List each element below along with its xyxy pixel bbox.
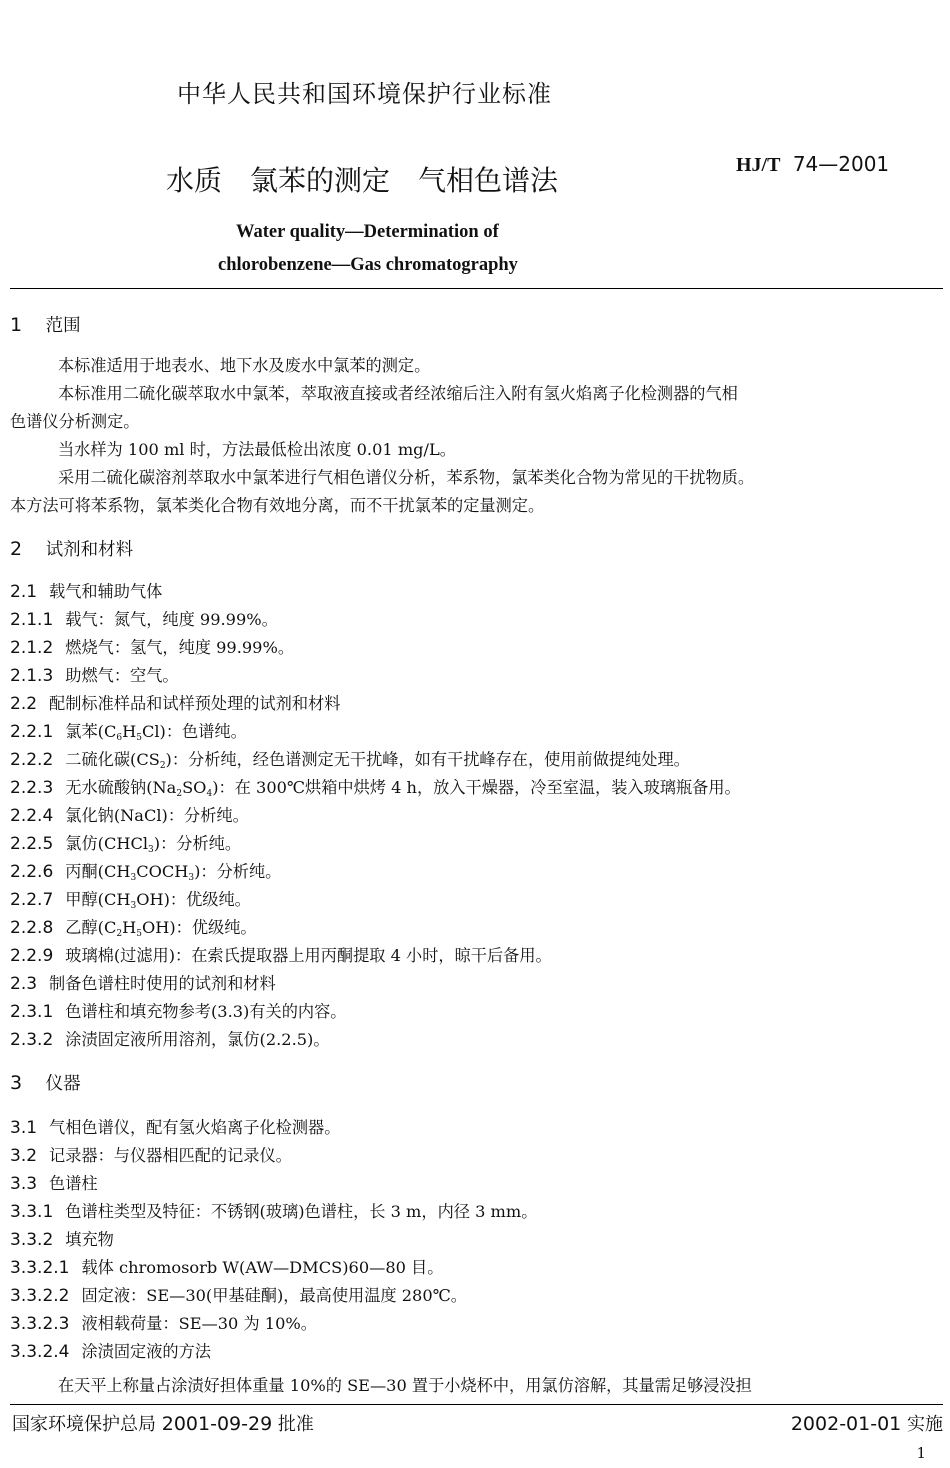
clause-text: Cl)：色谱纯。	[141, 722, 247, 741]
section-number: 1	[10, 314, 23, 336]
approval-date: 2001-09-29	[161, 1413, 273, 1435]
formula-text: 氯仿(CHCl	[65, 834, 149, 853]
clause-number: 2.1.3	[10, 666, 54, 686]
paragraph-scope-4	[10, 464, 754, 520]
clause-3-3-2-2	[10, 1282, 467, 1306]
industry-standard-heading: 中华人民共和国环境保护行业标准	[177, 80, 552, 108]
formula-subscript: 5	[136, 733, 142, 743]
implementation-line	[791, 1410, 943, 1436]
clause-2-3-2	[10, 1026, 330, 1050]
formula-subscript: 3	[148, 845, 154, 855]
english-title-line2: chlorobenzene—Gas chromatography	[218, 255, 518, 275]
clause-number: 2.2.3	[10, 778, 54, 798]
clause-2-2-8	[10, 914, 257, 939]
clause-text: 色谱柱和填充物参考(3.3)有关的内容。	[65, 1002, 347, 1021]
clause-2-2-5	[10, 830, 241, 855]
clause-2-2-1	[10, 718, 247, 743]
formula-subscript: 6	[116, 733, 123, 743]
clause-2-2-2	[10, 746, 690, 771]
approval-word: 批准	[277, 1414, 314, 1435]
clause-text: 载体 chromosorb W(AW—DMCS)60—80 目。	[81, 1258, 444, 1277]
section-3-heading	[10, 1070, 81, 1095]
clause-number: 3.3.2	[10, 1230, 54, 1250]
paragraph-line: 采用二硫化碳溶剂萃取水中氯苯进行气相色谱仪分析，苯系物，氯苯类化合物为常见的干扰物质。	[58, 468, 755, 487]
clause-text: OH)：优级纯。	[136, 890, 251, 909]
clause-3-3-2-3	[10, 1310, 317, 1334]
clause-text: 氯化钠(NaCl)：分析纯。	[65, 806, 249, 825]
standard-code-prefix: HJ/T	[736, 154, 781, 176]
clause-3-2	[10, 1142, 292, 1166]
clause-number: 2.3.1	[10, 1002, 54, 1022]
clause-text: )：在 300℃烘箱中烘烤 4 h，放入干燥器，冷至室温，装入玻璃瓶备用。	[212, 778, 741, 797]
clause-text: 载气：氮气，纯度 99.99%。	[65, 610, 278, 629]
clause-text: )：分析纯。	[194, 862, 282, 881]
implementation-date: 2002-01-01	[790, 1413, 902, 1435]
clause-3-3-2	[10, 1226, 114, 1250]
clause-number: 2.2.4	[10, 806, 54, 826]
header-rule	[10, 288, 943, 289]
clause-2-2	[10, 690, 340, 714]
document-title: 水质 氯苯的测定 气相色谱法	[166, 164, 559, 197]
formula-text: 二硫化碳(CS	[65, 750, 160, 769]
clause-text: 助燃气：空气。	[65, 666, 179, 685]
standard-code-number: 74—2001	[792, 152, 890, 176]
formula-subscript: 3	[130, 873, 137, 883]
section-title: 试剂和材料	[45, 540, 134, 560]
formula-text: COCH	[136, 862, 189, 881]
clause-number: 3.3.2.4	[10, 1342, 70, 1362]
formula-text: H	[122, 918, 137, 937]
clause-number: 3.3.2.2	[10, 1286, 70, 1306]
clause-2-2-4	[10, 802, 249, 826]
clause-3-1	[10, 1114, 340, 1138]
clause-text: )：分析纯。	[153, 834, 242, 853]
clause-number: 3.3	[10, 1174, 38, 1194]
clause-number: 2.3	[10, 974, 38, 994]
formula-subscript: 4	[206, 789, 213, 799]
formula-text: 乙醇(C	[65, 918, 117, 937]
section-number: 3	[10, 1072, 23, 1094]
clause-number: 2.2.8	[10, 918, 54, 938]
paragraph-scope-3: 当水样为 100 ml 时，方法最低检出浓度 0.01 mg/L。	[58, 440, 456, 459]
clause-2-3	[10, 970, 276, 994]
clause-text: 色谱柱	[49, 1174, 98, 1193]
formula-subscript: 3	[130, 901, 137, 911]
formula-text: 无水硫酸钠(Na	[65, 778, 177, 797]
formula-text: 丙酮(CH	[65, 862, 131, 881]
clause-number: 2.1	[10, 582, 38, 602]
clause-text: 填充物	[65, 1230, 114, 1249]
approval-line	[12, 1410, 314, 1436]
clause-text: 色谱柱类型及特征：不锈钢(玻璃)色谱柱，长 3 m，内径 3 mm。	[65, 1202, 538, 1221]
section-1-heading	[10, 312, 81, 337]
clause-3-3-2-1	[10, 1254, 443, 1278]
clause-text: 液相载荷量：SE—30 为 10%。	[81, 1314, 317, 1333]
formula-text: 氯苯(C	[65, 722, 117, 741]
section-number: 2	[10, 538, 23, 560]
clause-3-3	[10, 1170, 98, 1194]
clause-number: 2.3.2	[10, 1030, 54, 1050]
formula-text: 甲醇(CH	[65, 890, 131, 909]
formula-subscript: 3	[188, 873, 195, 883]
clause-3-3-2-4	[10, 1338, 211, 1362]
clause-number: 2.2.6	[10, 862, 54, 882]
clause-number: 2.1.2	[10, 638, 54, 658]
paragraph-scope-1: 本标准适用于地表水、地下水及废水中氯苯的测定。	[58, 356, 431, 375]
clause-2-1-2	[10, 634, 294, 658]
clause-number: 2.2.9	[10, 946, 54, 966]
page-number: 1	[916, 1444, 926, 1462]
formula-text: SO	[182, 778, 207, 797]
clause-2-2-3	[10, 774, 741, 799]
clause-text: 气相色谱仪，配有氢火焰离子化检测器。	[49, 1118, 341, 1137]
footer-rule	[10, 1404, 943, 1405]
clause-text: 玻璃棉(过滤用)：在索氏提取器上用丙酮提取 4 小时，晾干后备用。	[65, 946, 552, 965]
approval-org: 国家环境保护总局	[12, 1414, 156, 1435]
clause-text: 涂渍固定液所用溶剂，氯仿(2.2.5)。	[65, 1030, 330, 1049]
section-2-heading	[10, 536, 133, 561]
clause-2-1-1	[10, 606, 278, 630]
formula-text: H	[122, 722, 137, 741]
clause-number: 3.1	[10, 1118, 38, 1138]
clause-2-2-9	[10, 942, 552, 966]
clause-number: 3.3.1	[10, 1202, 54, 1222]
clause-text: OH)：优级纯。	[141, 918, 257, 937]
clause-text: )：分析纯，经色谱测定无干扰峰，如有干扰峰存在，使用前做提纯处理。	[165, 750, 690, 769]
clause-text: 制备色谱柱时使用的试剂和材料	[49, 974, 276, 993]
clause-text: 记录器：与仪器相匹配的记录仪。	[49, 1146, 292, 1165]
formula-subscript: 2	[159, 761, 166, 771]
paragraph-coating-method: 在天平上称量占涂渍好担体重量 10%的 SE—30 置于小烧杯中，用氯仿溶解，其量需足够浸没担	[58, 1376, 752, 1395]
formula-subscript: 2	[116, 929, 123, 939]
clause-number: 3.3.2.3	[10, 1314, 70, 1334]
section-title: 范围	[45, 316, 81, 336]
formula-subscript: 5	[136, 929, 142, 939]
clause-number: 3.2	[10, 1146, 38, 1166]
clause-text: 涂渍固定液的方法	[81, 1342, 211, 1361]
standard-code	[736, 152, 889, 177]
paragraph-line: 本方法可将苯系物，氯苯类化合物有效地分离，而不干扰氯苯的定量测定。	[10, 496, 545, 515]
formula-subscript: 2	[176, 789, 183, 799]
clause-number: 2.1.1	[10, 610, 54, 630]
clause-number: 2.2.5	[10, 834, 54, 854]
clause-number: 3.3.2.1	[10, 1258, 70, 1278]
clause-2-3-1	[10, 998, 346, 1022]
clause-number: 2.2.7	[10, 890, 54, 910]
implementation-word: 实施	[907, 1414, 943, 1435]
clause-text: 燃烧气：氢气，纯度 99.99%。	[65, 638, 295, 657]
clause-text: 载气和辅助气体	[49, 582, 163, 601]
clause-2-1	[10, 578, 162, 602]
clause-2-2-7	[10, 886, 251, 911]
section-title: 仪器	[45, 1074, 81, 1094]
clause-number: 2.2	[10, 694, 38, 714]
clause-2-2-6	[10, 858, 281, 883]
clause-number: 2.2.1	[10, 722, 54, 742]
clause-2-1-3	[10, 662, 179, 686]
clause-text: 配制标准样品和试样预处理的试剂和材料	[49, 694, 341, 713]
paragraph-line: 本标准用二硫化碳萃取水中氯苯，萃取液直接或者经浓缩后注入附有氢火焰离子化检测器的气相	[58, 384, 738, 403]
paragraph-line: 色谱仪分析测定。	[10, 412, 140, 431]
paragraph-scope-2	[10, 380, 738, 436]
clause-3-3-1	[10, 1198, 537, 1222]
clause-number: 2.2.2	[10, 750, 54, 770]
clause-text: 固定液：SE—30(甲基硅酮)，最高使用温度 280℃。	[81, 1286, 467, 1305]
english-title-line1: Water quality—Determination of	[236, 222, 499, 242]
